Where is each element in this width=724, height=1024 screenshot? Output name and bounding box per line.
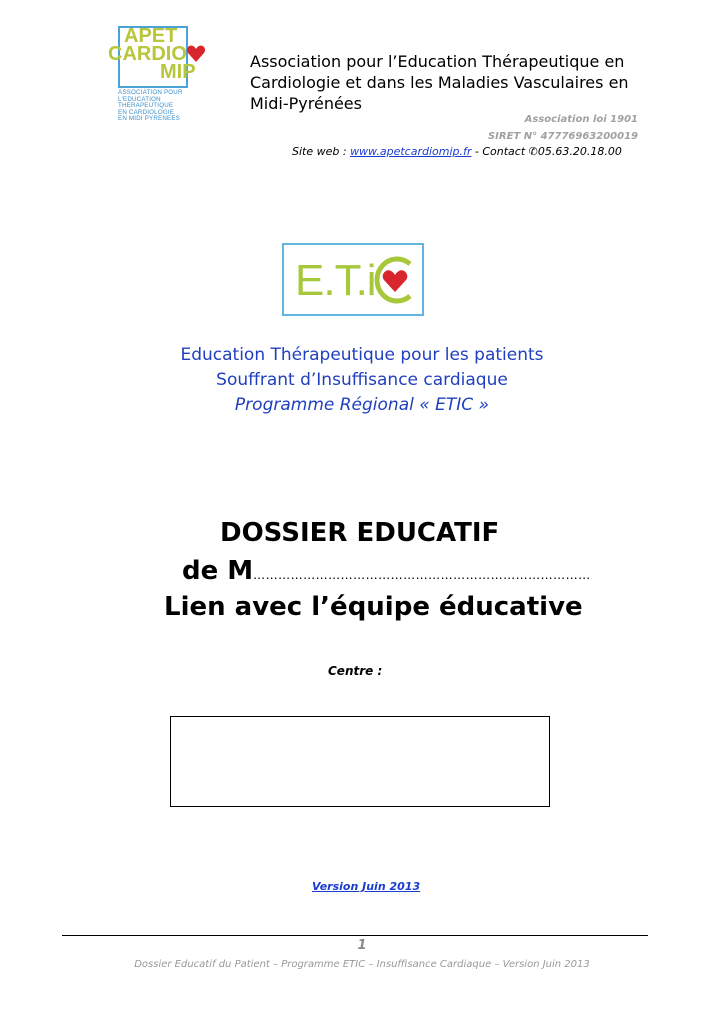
- program-line-1: Education Thérapeutique pour les patients: [180, 345, 544, 365]
- dossier-title: DOSSIER EDUCATIF: [220, 518, 500, 548]
- logo-tagline: ASSOCIATION POUR L'EDUCATION THERAPEUTIQUE EN CARDIOLOGIE EN MIDI PYRENEES: [118, 89, 183, 123]
- association-title: Association pour l’Education Thérapeutique en Cardiologie et dans les Maladies Vasculaires en Midi-Pyrénées: [250, 52, 629, 113]
- logo-line-apet: APET: [124, 25, 178, 47]
- contact-phone: - Contact ✆05.63.20.18.00: [471, 145, 622, 158]
- association-loi: Association loi 1901: [524, 114, 638, 125]
- association-siret: SIRET N° 47776963200019: [487, 131, 638, 142]
- heart-icon: [186, 44, 206, 64]
- patient-name-line: [182, 556, 591, 586]
- logo-line-cardio: CARDIO: [108, 43, 187, 65]
- footer-text: Dossier Educatif du Patient – Programme ETIC – Insuffisance Cardiaque – Version Juin 2013: [134, 959, 590, 970]
- version-text: Version Juin 2013: [312, 880, 421, 893]
- c-heart-icon: [368, 254, 418, 306]
- site-prefix: Site web :: [292, 145, 351, 158]
- name-dotted-field: ………………………………………………………………………: [253, 568, 591, 582]
- logo-line-mip: MIP: [160, 61, 196, 83]
- apet-cardio-mip-logo: [106, 24, 210, 132]
- program-line-3: Programme Régional « ETIC »: [234, 395, 490, 415]
- de-m-label: de M: [182, 556, 254, 586]
- centre-label: Centre :: [328, 664, 383, 678]
- centre-box: [170, 716, 550, 807]
- etic-logo: [282, 243, 424, 316]
- site-contact-line: [292, 145, 622, 158]
- program-line-2: Souffrant d’Insuffisance cardiaque: [216, 370, 508, 390]
- footer-divider: [62, 935, 648, 936]
- lien-equipe-heading: Lien avec l’équipe éducative: [164, 592, 583, 622]
- page-number: 1: [357, 938, 367, 953]
- website-link[interactable]: www.apetcardiomip.fr: [350, 145, 472, 158]
- etic-logo-text: E.T.i: [295, 256, 376, 305]
